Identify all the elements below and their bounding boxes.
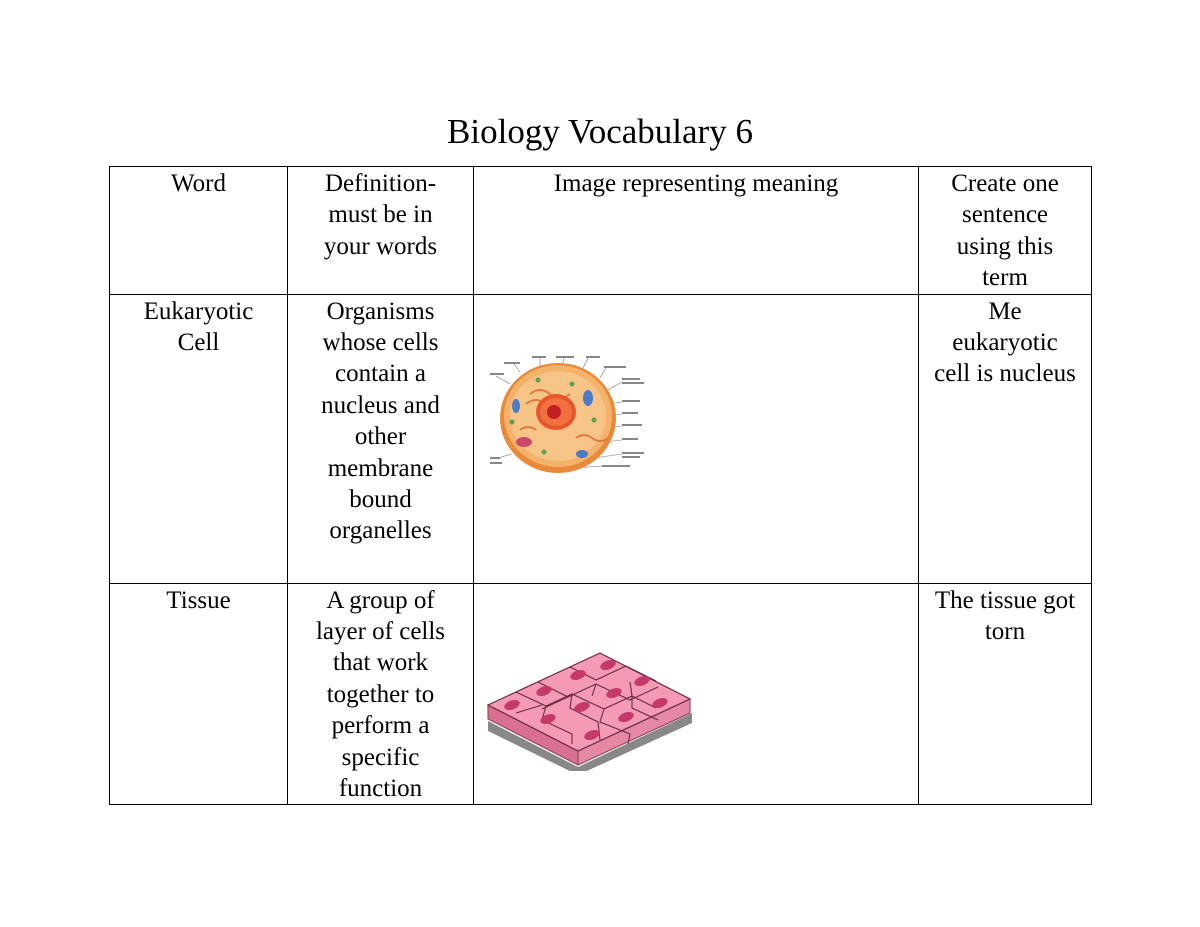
- vocabulary-table: [109, 166, 1092, 805]
- word-cell: Eukaryotic Cell: [110, 294, 288, 583]
- table-row: [110, 294, 1092, 583]
- definition-cell: Organisms whose cells contain a nucleus and other membrane bound organelles: [288, 294, 474, 583]
- page-title: Biology Vocabulary 6: [447, 112, 753, 151]
- image-cell: [474, 583, 919, 805]
- sentence-cell: Me eukaryotic cell is nucleus: [919, 294, 1092, 583]
- header-word: Word: [110, 167, 288, 295]
- definition-cell: A group of layer of cells that work together to perform a specific function: [288, 583, 474, 805]
- image-cell: [474, 294, 919, 583]
- sentence-cell: The tissue got torn: [919, 583, 1092, 805]
- epithelial-tissue-icon: [486, 620, 692, 780]
- table-header-row: [110, 167, 1092, 295]
- animal-cell-diagram-icon: [490, 323, 650, 487]
- header-sentence: Create one sentence using this term: [919, 167, 1092, 295]
- word-cell: Tissue: [110, 583, 288, 805]
- header-image: Image representing meaning: [474, 167, 919, 295]
- header-definition: Definition- must be in your words: [288, 167, 474, 295]
- table-row: [110, 583, 1092, 805]
